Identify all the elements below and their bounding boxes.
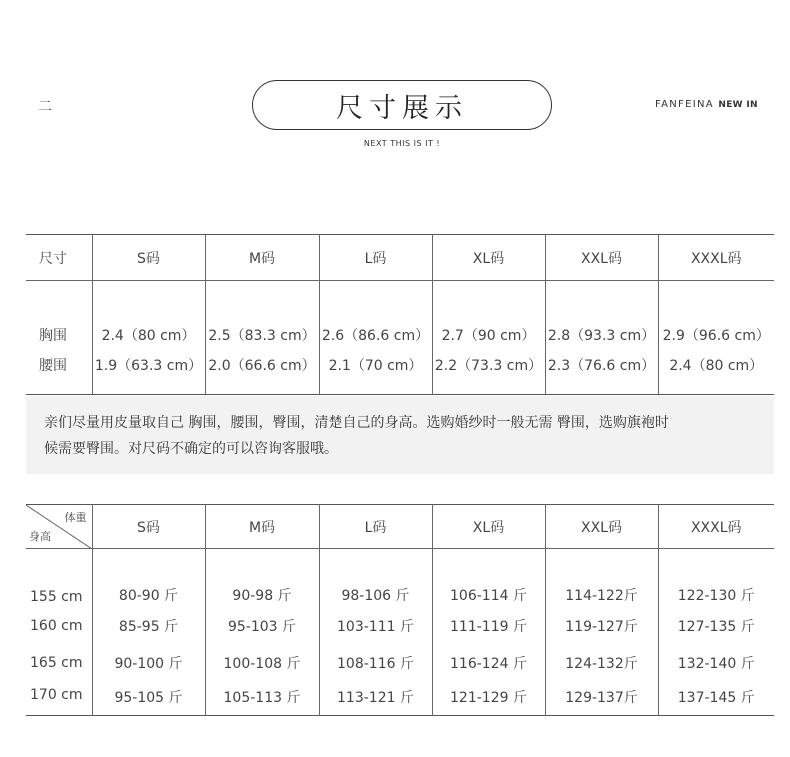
table-cell: 2.2（73.3 cm） bbox=[432, 349, 545, 395]
table-cell: 111-119 斤 bbox=[432, 608, 545, 645]
table-row-165 bbox=[26, 645, 774, 682]
brand-tag: NEW IN bbox=[718, 100, 758, 110]
row-label: 胸围 bbox=[39, 327, 67, 344]
table-cell: 124-132斤 bbox=[545, 645, 658, 682]
table-row-bust bbox=[26, 281, 774, 349]
row-label: 160 cm bbox=[30, 618, 83, 634]
table-cell: 98-106 斤 bbox=[319, 549, 432, 608]
weight-header-row bbox=[26, 505, 774, 549]
table-cell: 132-140 斤 bbox=[658, 645, 774, 682]
note-line: 候需要臀围。对尺码不确定的可以咨询客服哦。 bbox=[44, 441, 338, 457]
table-cell: 127-135 斤 bbox=[658, 608, 774, 645]
table-cell: 121-129 斤 bbox=[432, 682, 545, 716]
table-cell: 2.7（90 cm） bbox=[432, 281, 545, 349]
size-header-m: M码 bbox=[205, 505, 319, 549]
table-cell: 114-122斤 bbox=[545, 549, 658, 608]
table-cell: 90-98 斤 bbox=[205, 549, 319, 608]
note-line: 亲们尽量用皮量取自己 胸围，腰围，臀围，清楚自己的身高。选购婚纱时一般无需 臀围，选购旗袍时 bbox=[44, 415, 669, 431]
size-label-header: 尺寸 bbox=[26, 235, 92, 281]
table-cell: 108-116 斤 bbox=[319, 645, 432, 682]
table-cell: 116-124 斤 bbox=[432, 645, 545, 682]
table-cell: 137-145 斤 bbox=[658, 682, 774, 716]
table-cell: 85-95 斤 bbox=[92, 608, 205, 645]
table-row-170 bbox=[26, 682, 774, 716]
table-cell: 2.4（80 cm） bbox=[92, 281, 205, 349]
size-header-xxxl: XXXL码 bbox=[658, 235, 774, 281]
table-cell: 95-105 斤 bbox=[92, 682, 205, 716]
table-row-155 bbox=[26, 549, 774, 608]
table-cell: 1.9（63.3 cm） bbox=[92, 349, 205, 395]
table-cell: 105-113 斤 bbox=[205, 682, 319, 716]
table-cell: 2.1（70 cm） bbox=[319, 349, 432, 395]
size-header-s: S码 bbox=[92, 235, 205, 281]
table-cell: 80-90 斤 bbox=[92, 549, 205, 608]
table-cell: 2.8（93.3 cm） bbox=[545, 281, 658, 349]
row-label: 腰围 bbox=[39, 357, 67, 374]
brand-name: FANFEINA bbox=[655, 99, 714, 110]
table-row-160 bbox=[26, 608, 774, 645]
page-title: 尺寸展示 bbox=[252, 80, 552, 130]
table-cell: 129-137斤 bbox=[545, 682, 658, 716]
table-cell: 2.3（76.6 cm） bbox=[545, 349, 658, 395]
size-measure-table bbox=[26, 234, 774, 395]
corner-header-cell bbox=[26, 505, 92, 549]
size-header-xl: XL码 bbox=[432, 505, 545, 549]
table-cell: 113-121 斤 bbox=[319, 682, 432, 716]
size-header-s: S码 bbox=[92, 505, 205, 549]
table-cell: 2.4（80 cm） bbox=[658, 349, 774, 395]
size-header-m: M码 bbox=[205, 235, 319, 281]
row-label: 165 cm bbox=[30, 655, 83, 671]
table-row-waist bbox=[26, 349, 774, 395]
corner-height-label: 身高 bbox=[29, 530, 51, 543]
brand-label bbox=[655, 99, 758, 110]
size-header-l: L码 bbox=[319, 505, 432, 549]
height-weight-table bbox=[26, 504, 774, 716]
table-cell: 95-103 斤 bbox=[205, 608, 319, 645]
row-label: 155 cm bbox=[30, 588, 83, 605]
size-header-xl: XL码 bbox=[432, 235, 545, 281]
corner-weight-label: 体重 bbox=[64, 511, 87, 524]
size-header-l: L码 bbox=[319, 235, 432, 281]
measurement-note bbox=[26, 396, 774, 474]
table-cell: 2.5（83.3 cm） bbox=[205, 281, 319, 349]
size-header-row bbox=[26, 235, 774, 281]
table-cell: 106-114 斤 bbox=[432, 549, 545, 608]
table-cell: 2.9（96.6 cm） bbox=[658, 281, 774, 349]
size-header-xxl: XXL码 bbox=[545, 505, 658, 549]
row-label: 170 cm bbox=[30, 686, 83, 703]
size-header-xxl: XXL码 bbox=[545, 235, 658, 281]
menu-icon: 二 bbox=[38, 99, 52, 115]
table-cell: 2.6（86.6 cm） bbox=[319, 281, 432, 349]
table-cell: 103-111 斤 bbox=[319, 608, 432, 645]
table-cell: 119-127斤 bbox=[545, 608, 658, 645]
table-cell: 100-108 斤 bbox=[205, 645, 319, 682]
table-cell: 2.0（66.6 cm） bbox=[205, 349, 319, 395]
table-cell: 90-100 斤 bbox=[92, 645, 205, 682]
size-header-xxxl: XXXL码 bbox=[658, 505, 774, 549]
table-cell: 122-130 斤 bbox=[658, 549, 774, 608]
page-subtitle: NEXT THIS IS IT ! bbox=[363, 139, 441, 148]
